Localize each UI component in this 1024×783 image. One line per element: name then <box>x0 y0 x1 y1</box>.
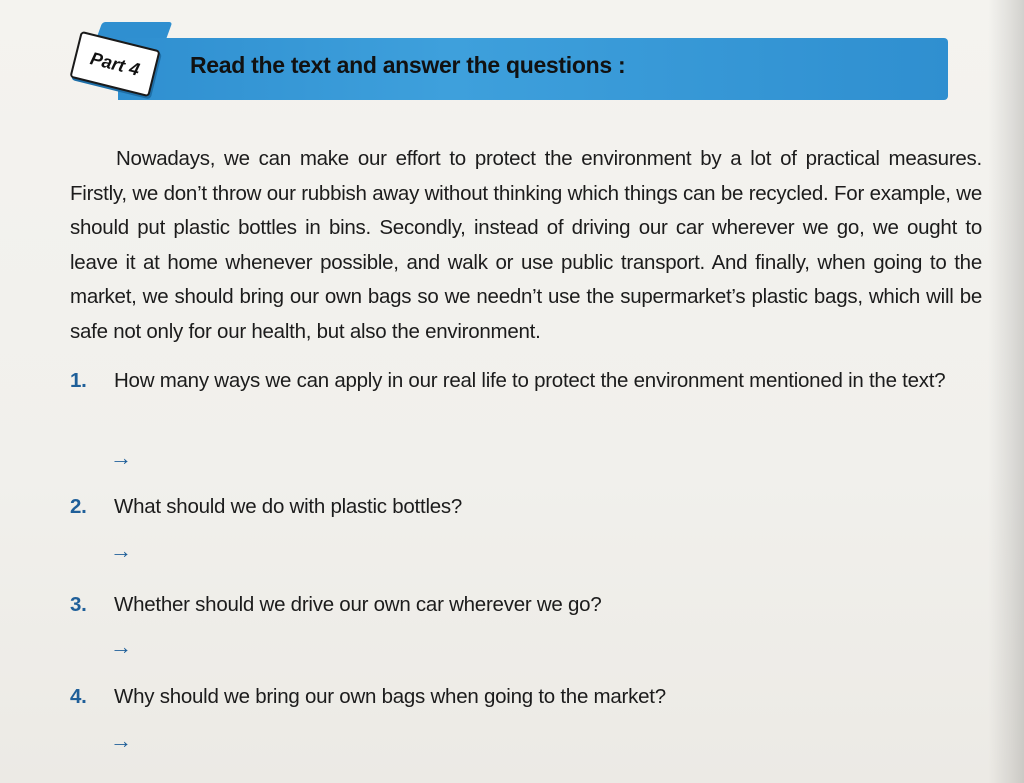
question-number: 4. <box>70 685 87 708</box>
question-3 <box>70 590 982 620</box>
reading-passage: Nowadays, we can make our effort to protect the environment by a lot of practical measures. Firstly, we don’t throw our rubbish away without thinking which things can be recycled. For example, we should put plastic bottles in bins. Secondly, instead of driving our car wherever we go, we ought to leave it at home whenever possible, and walk or use public transport. And finally, when going to the market, we should bring our own bags so we needn’t use the supermarket’s plastic bags, which will be safe not only for our health, but also the environment. <box>70 147 982 343</box>
question-4 <box>70 682 982 712</box>
part-badge: Part 4 <box>69 31 160 97</box>
answer-arrow-icon: → <box>110 634 132 659</box>
answer-arrow-icon: → <box>110 538 132 563</box>
question-text: Whether should we drive our own car wherever we go? <box>114 593 602 616</box>
page-edge-shadow <box>988 0 1024 783</box>
section-title: Read the text and answer the questions : <box>190 52 626 78</box>
question-number: 2. <box>70 495 87 518</box>
question-number: 1. <box>70 369 87 392</box>
question-1 <box>70 366 982 396</box>
answer-arrow-icon: → <box>110 445 132 470</box>
question-text: Why should we bring our own bags when going to the market? <box>114 685 666 708</box>
question-2 <box>70 492 982 522</box>
question-text: How many ways we can apply in our real life to protect the environment mentioned in the text? <box>114 369 946 392</box>
question-number: 3. <box>70 593 87 616</box>
question-text: What should we do with plastic bottles? <box>114 495 463 518</box>
answer-arrow-icon: → <box>110 728 132 753</box>
